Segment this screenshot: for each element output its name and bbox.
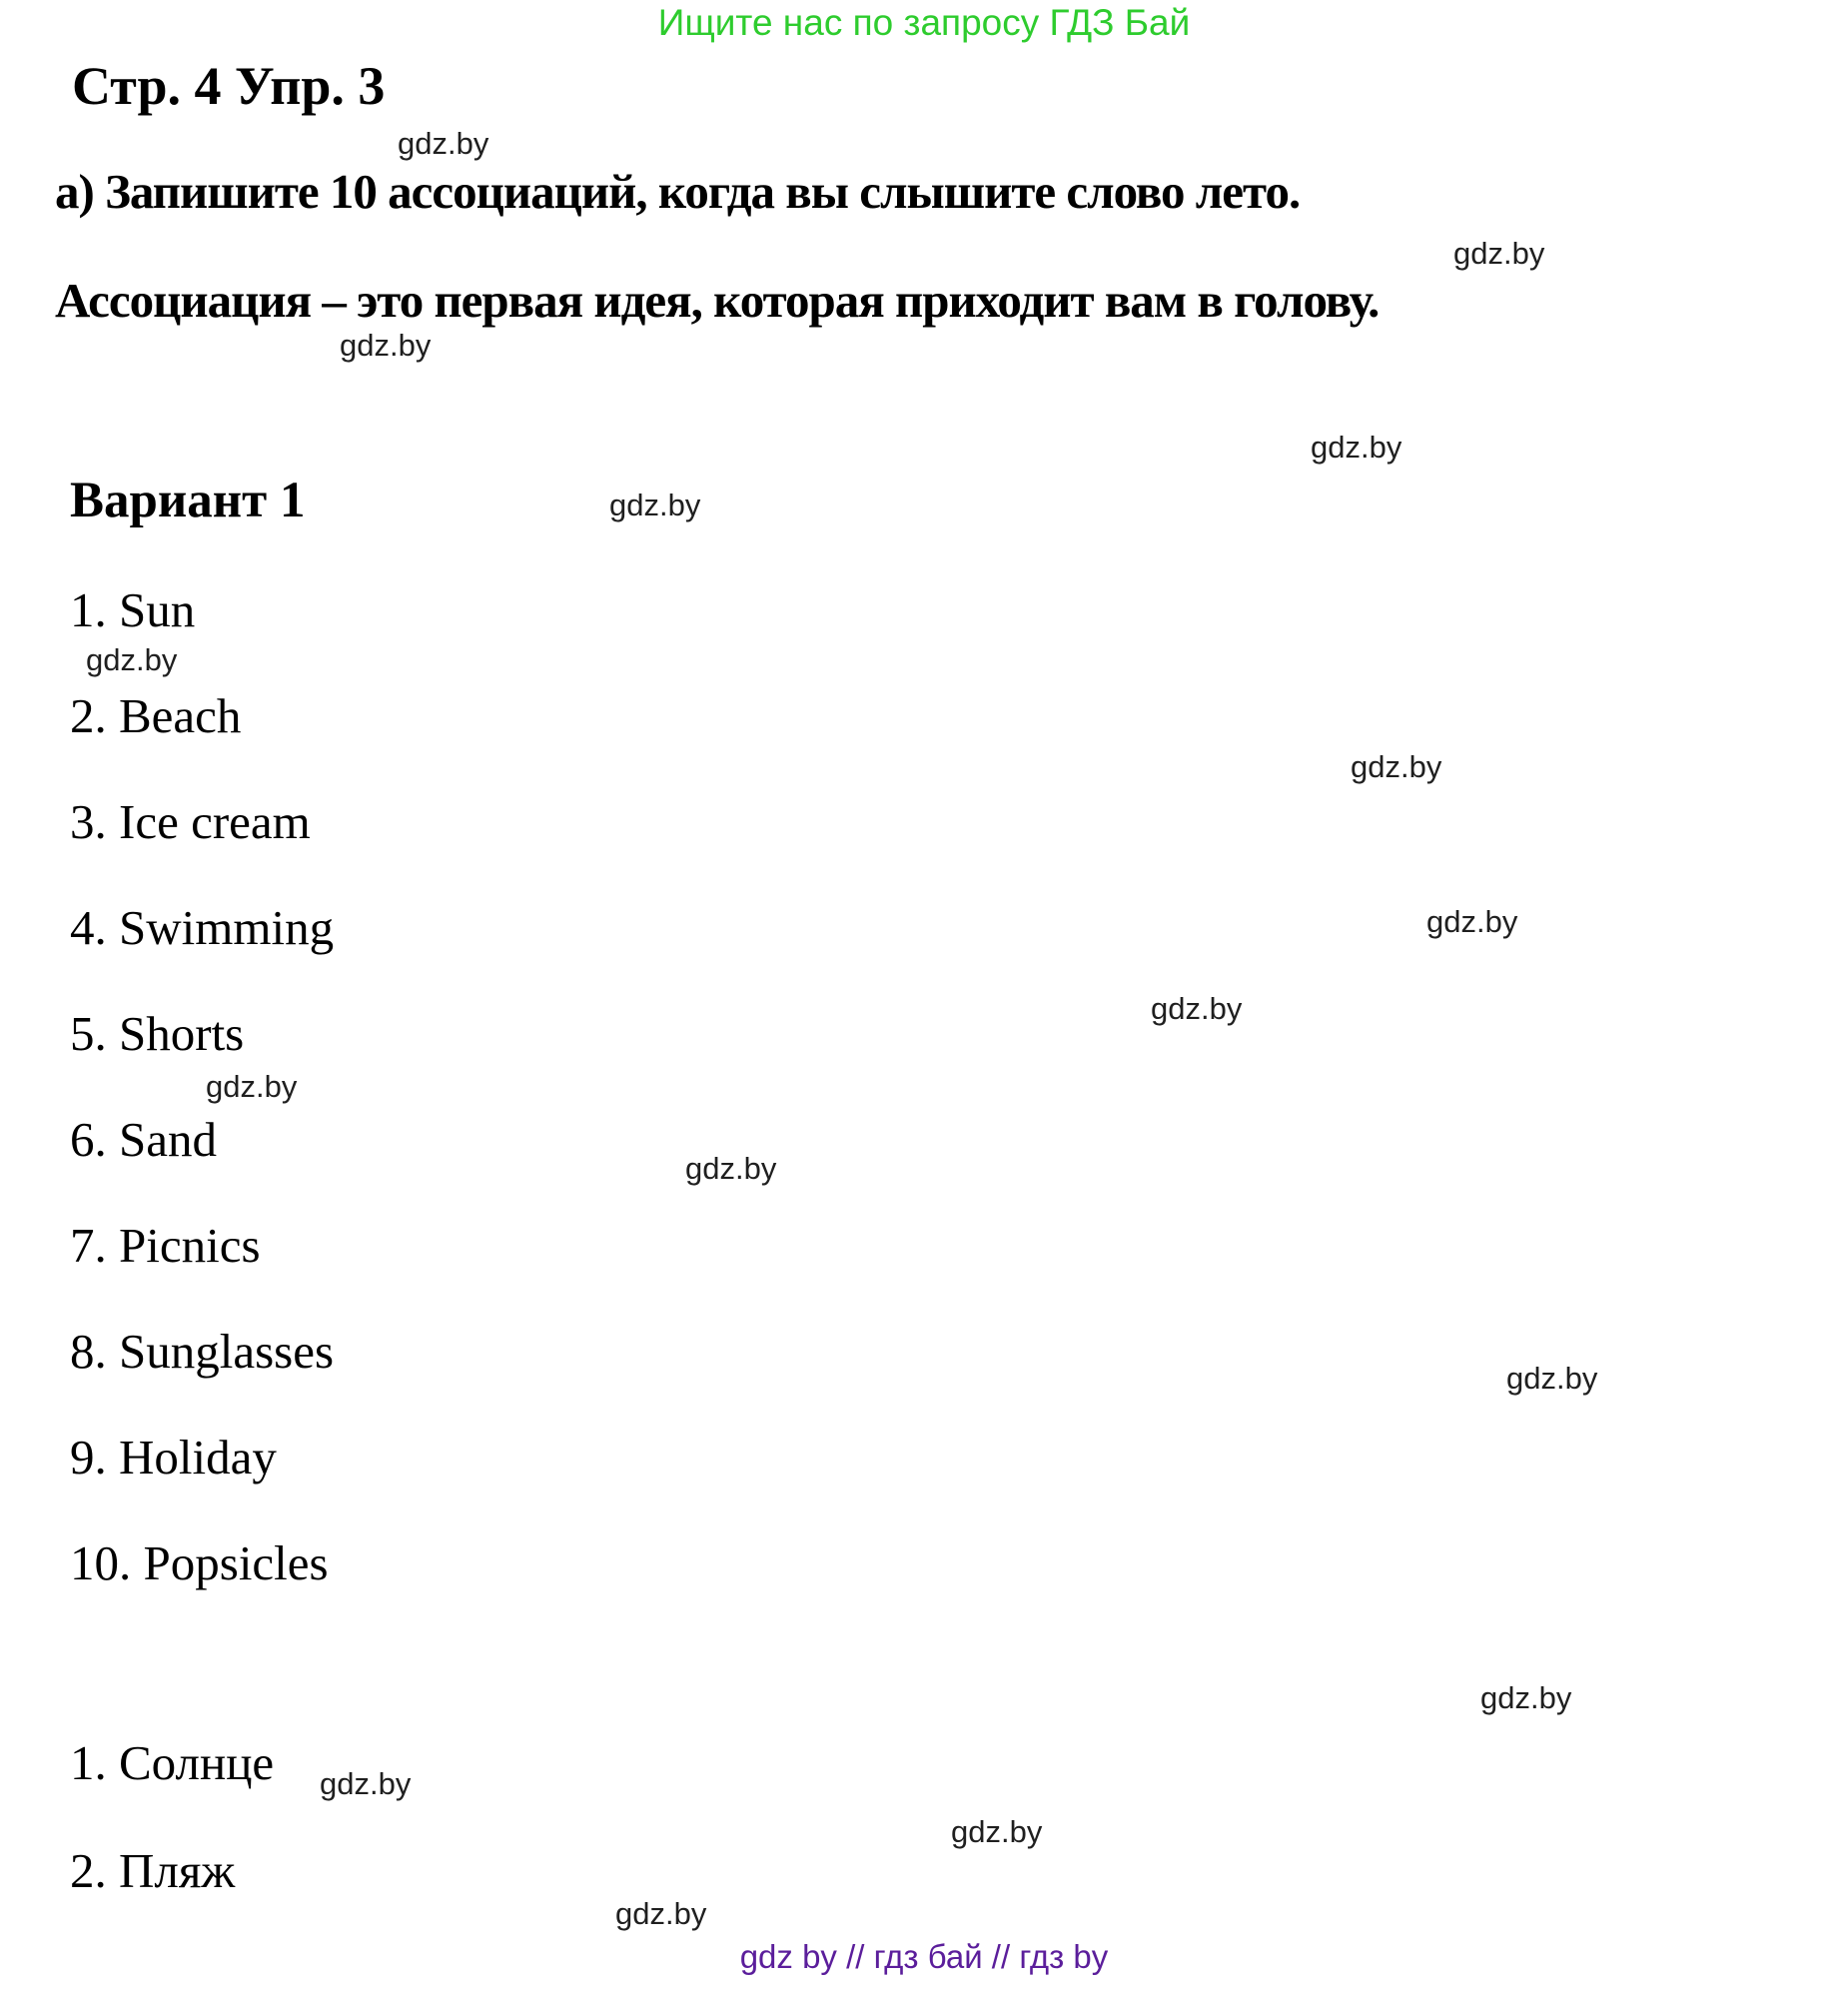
list-item-english-6: 6. Sand bbox=[70, 1112, 217, 1167]
page-heading: Стр. 4 Упр. 3 bbox=[72, 56, 386, 116]
gdz-watermark: gdz.by bbox=[398, 126, 489, 161]
gdz-watermark: gdz.by bbox=[1351, 749, 1442, 784]
promo-banner: Ищите нас по запросу ГДЗ Бай bbox=[657, 2, 1191, 43]
list-item-english-1: 1. Sun bbox=[70, 582, 196, 637]
gdz-watermark: gdz.by bbox=[1506, 1361, 1598, 1396]
gdz-watermark: gdz.by bbox=[615, 1896, 707, 1931]
gdz-watermark: gdz.by bbox=[1426, 904, 1518, 939]
list-item-english-7: 7. Picnics bbox=[70, 1218, 261, 1273]
gdz-watermark: gdz.by bbox=[1480, 1680, 1572, 1715]
gdz-watermark: gdz.by bbox=[340, 328, 432, 363]
list-item-english-8: 8. Sunglasses bbox=[70, 1324, 335, 1379]
list-item-english-3: 3. Ice cream bbox=[70, 794, 311, 849]
list-item-english-9: 9. Holiday bbox=[70, 1430, 277, 1485]
list-item-russian-1: 1. Солнце bbox=[70, 1735, 275, 1790]
list-item-english-10: 10. Popsicles bbox=[70, 1535, 329, 1590]
footer-sites-line: gdz by // гдз бай // гдз by bbox=[739, 1938, 1109, 1975]
gdz-watermark: gdz.by bbox=[609, 488, 701, 522]
gdz-watermark: gdz.by bbox=[685, 1151, 777, 1186]
list-item-english-4: 4. Swimming bbox=[70, 900, 335, 955]
gdz-watermark: gdz.by bbox=[320, 1766, 412, 1801]
gdz-watermark: gdz.by bbox=[86, 642, 178, 677]
gdz-watermark: gdz.by bbox=[1453, 236, 1545, 271]
list-item-english-2: 2. Beach bbox=[70, 688, 242, 743]
list-item-russian-2: 2. Пляж bbox=[70, 1843, 236, 1898]
task-instruction-line1: а) Запишите 10 ассоциаций, когда вы слышите слово лето. bbox=[55, 164, 1301, 219]
list-item-english-5: 5. Shorts bbox=[70, 1006, 245, 1061]
gdz-watermark: gdz.by bbox=[206, 1069, 298, 1104]
gdz-watermark: gdz.by bbox=[951, 1814, 1043, 1849]
task-instruction-line2: Ассоциация – это первая идея, которая приходит вам в голову. bbox=[55, 273, 1380, 328]
variant-heading: Вариант 1 bbox=[70, 473, 306, 528]
gdz-watermark: gdz.by bbox=[1151, 991, 1243, 1026]
gdz-watermark: gdz.by bbox=[1311, 430, 1402, 465]
